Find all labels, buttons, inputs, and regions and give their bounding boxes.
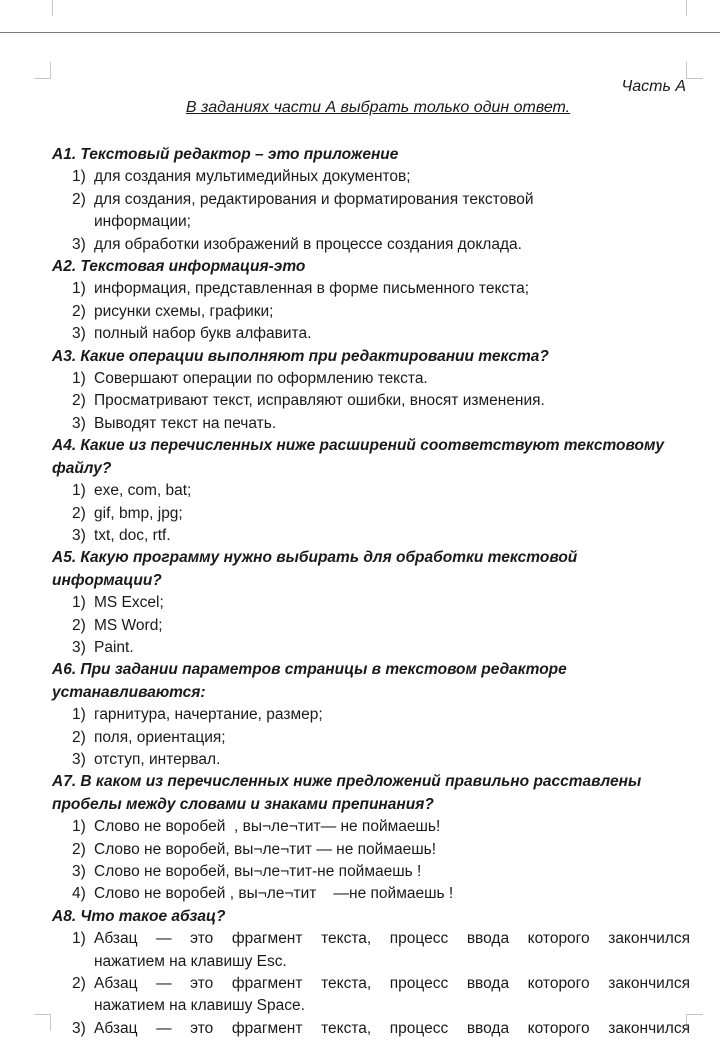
answer-number: 4) <box>72 885 86 903</box>
crop-mark-top-left <box>34 62 51 79</box>
answer-text: для создания мультимедийных документов; <box>94 168 411 186</box>
answer-number: 3) <box>72 750 86 768</box>
answer-number: 2) <box>72 190 86 208</box>
question-text: А2. Текстовая информация-это <box>52 258 306 276</box>
answer-number: 3) <box>72 638 86 656</box>
question-text: А6. При задании параметров страницы в текстовом редакторе <box>52 661 567 679</box>
answer-option <box>52 592 690 614</box>
answer-option <box>52 166 690 188</box>
crop-mark-top-right <box>686 62 703 79</box>
top-margin-tick-right <box>686 0 687 16</box>
answer-text: Слово не воробей, вы¬ле¬тит-не поймаешь ! <box>94 863 422 880</box>
answer-option <box>52 637 690 659</box>
answer-text: MS Excel; <box>94 594 164 612</box>
answer-number: 2) <box>72 504 86 522</box>
answer-text: полный набор букв алфавита. <box>94 325 312 343</box>
answer-number: 3) <box>72 1019 86 1037</box>
question-text: А8. Что такое абзац? <box>52 907 226 925</box>
answer-text: рисунки схемы, графики; <box>94 302 274 320</box>
part-heading: Часть А <box>621 78 686 95</box>
answer-text: отступ, интервал. <box>94 750 221 768</box>
answer-number: 1) <box>72 818 86 836</box>
answer-number: 3) <box>72 414 86 432</box>
answer-text: Совершают операции по оформлению текста. <box>94 370 428 388</box>
question-text: А4. Какие из перечисленных ниже расширений соответствуют текстовому <box>52 437 665 455</box>
answer-number: 1) <box>72 482 86 500</box>
answer-text: информация, представленная в форме письменного текста; <box>94 280 529 298</box>
question-text: А1. Текстовый редактор – это приложение <box>52 146 399 163</box>
answer-number: 1) <box>72 370 86 388</box>
answer-option <box>52 413 690 435</box>
answer-text: Абзац — это фрагмент текста, процесс ввода которого закончился <box>94 1019 690 1037</box>
top-page-edge <box>0 32 720 33</box>
answer-number: 3) <box>72 526 86 544</box>
answer-text-continued: информации; <box>94 213 191 231</box>
answer-number: 2) <box>72 616 86 634</box>
answer-text: MS Word; <box>94 616 163 634</box>
answer-number: 2) <box>72 840 86 858</box>
answer-text: для создания, редактирования и форматирования текстовой <box>94 190 534 208</box>
answer-option <box>52 973 690 1018</box>
answer-number: 1) <box>72 280 86 298</box>
answer-option <box>52 861 690 883</box>
question-text-continued: файлу? <box>52 459 112 477</box>
answer-option <box>52 839 690 861</box>
answer-text: гарнитура, начертание, размер; <box>94 706 323 724</box>
top-margin-tick-left <box>52 0 53 16</box>
instruction-heading: В заданиях части А выбрать только один ответ. <box>185 99 571 116</box>
answer-text: Слово не воробей , вы¬ле¬тит —не поймаешь ! <box>94 885 454 903</box>
answer-option <box>52 816 690 838</box>
answer-number: 3) <box>72 325 86 343</box>
question-text-continued: пробелы между словами и знаками препинания? <box>52 795 434 813</box>
answer-text-continued: нажатием на клавишу Space. <box>94 997 305 1015</box>
answer-text: exe, com, bat; <box>94 482 192 500</box>
answer-option <box>52 390 690 412</box>
question-text: А5. Какую программу нужно выбирать для обработки текстовой информации? <box>52 549 578 589</box>
answer-text: поля, ориентация; <box>94 728 226 746</box>
answer-text: Выводят текст на печать. <box>94 414 277 432</box>
answer-number: 2) <box>72 392 86 410</box>
answer-option <box>52 1018 690 1040</box>
answer-option <box>52 883 690 905</box>
answer-text: Слово не воробей , вы¬ле¬тит— не поймаешь! <box>94 818 441 836</box>
answer-number: 1) <box>72 168 86 186</box>
question-text-continued: устанавливаются: <box>52 683 206 701</box>
answer-option <box>52 749 690 771</box>
question-text: А3. Какие операции выполняют при редактировании текста? <box>52 347 549 365</box>
answer-text: gif, bmp, jpg; <box>94 504 183 522</box>
question-list <box>52 144 690 1040</box>
question-text: А7. В каком из перечисленных ниже предложений правильно расставлены <box>52 773 642 791</box>
answer-number: 2) <box>72 975 86 993</box>
answer-option <box>52 928 690 973</box>
answer-text: txt, doc, rtf. <box>94 526 171 544</box>
answer-option <box>52 368 690 390</box>
answer-option <box>52 323 690 345</box>
answer-text: Слово не воробей, вы¬ле¬тит — не поймаешь! <box>94 840 437 858</box>
answer-option <box>52 234 690 256</box>
answer-number: 3) <box>72 235 86 253</box>
answer-option <box>52 503 690 525</box>
answer-option <box>52 189 690 234</box>
answer-text: для обработки изображений в процессе создания доклада. <box>94 235 522 253</box>
answer-number: 3) <box>72 863 86 880</box>
answer-number: 1) <box>72 706 86 724</box>
answer-option <box>52 278 690 300</box>
answer-text: Абзац — это фрагмент текста, процесс ввода которого закончился <box>94 930 690 948</box>
answer-text: Просматривают текст, исправляют ошибки, вносят изменения. <box>94 392 545 410</box>
answer-option <box>52 480 690 502</box>
answer-option <box>52 704 690 726</box>
answer-option <box>52 727 690 749</box>
answer-text: Paint. <box>94 638 134 656</box>
answer-number: 1) <box>72 594 86 612</box>
answer-option <box>52 615 690 637</box>
answer-option <box>52 525 690 547</box>
answer-text-continued: нажатием на клавишу Esc. <box>94 952 287 970</box>
answer-number: 2) <box>72 728 86 746</box>
answer-option <box>52 301 690 323</box>
answer-number: 2) <box>72 302 86 320</box>
answer-text: Абзац — это фрагмент текста, процесс ввода которого закончился <box>94 975 690 993</box>
crop-mark-bottom-left <box>34 1014 51 1031</box>
answer-number: 1) <box>72 930 86 948</box>
